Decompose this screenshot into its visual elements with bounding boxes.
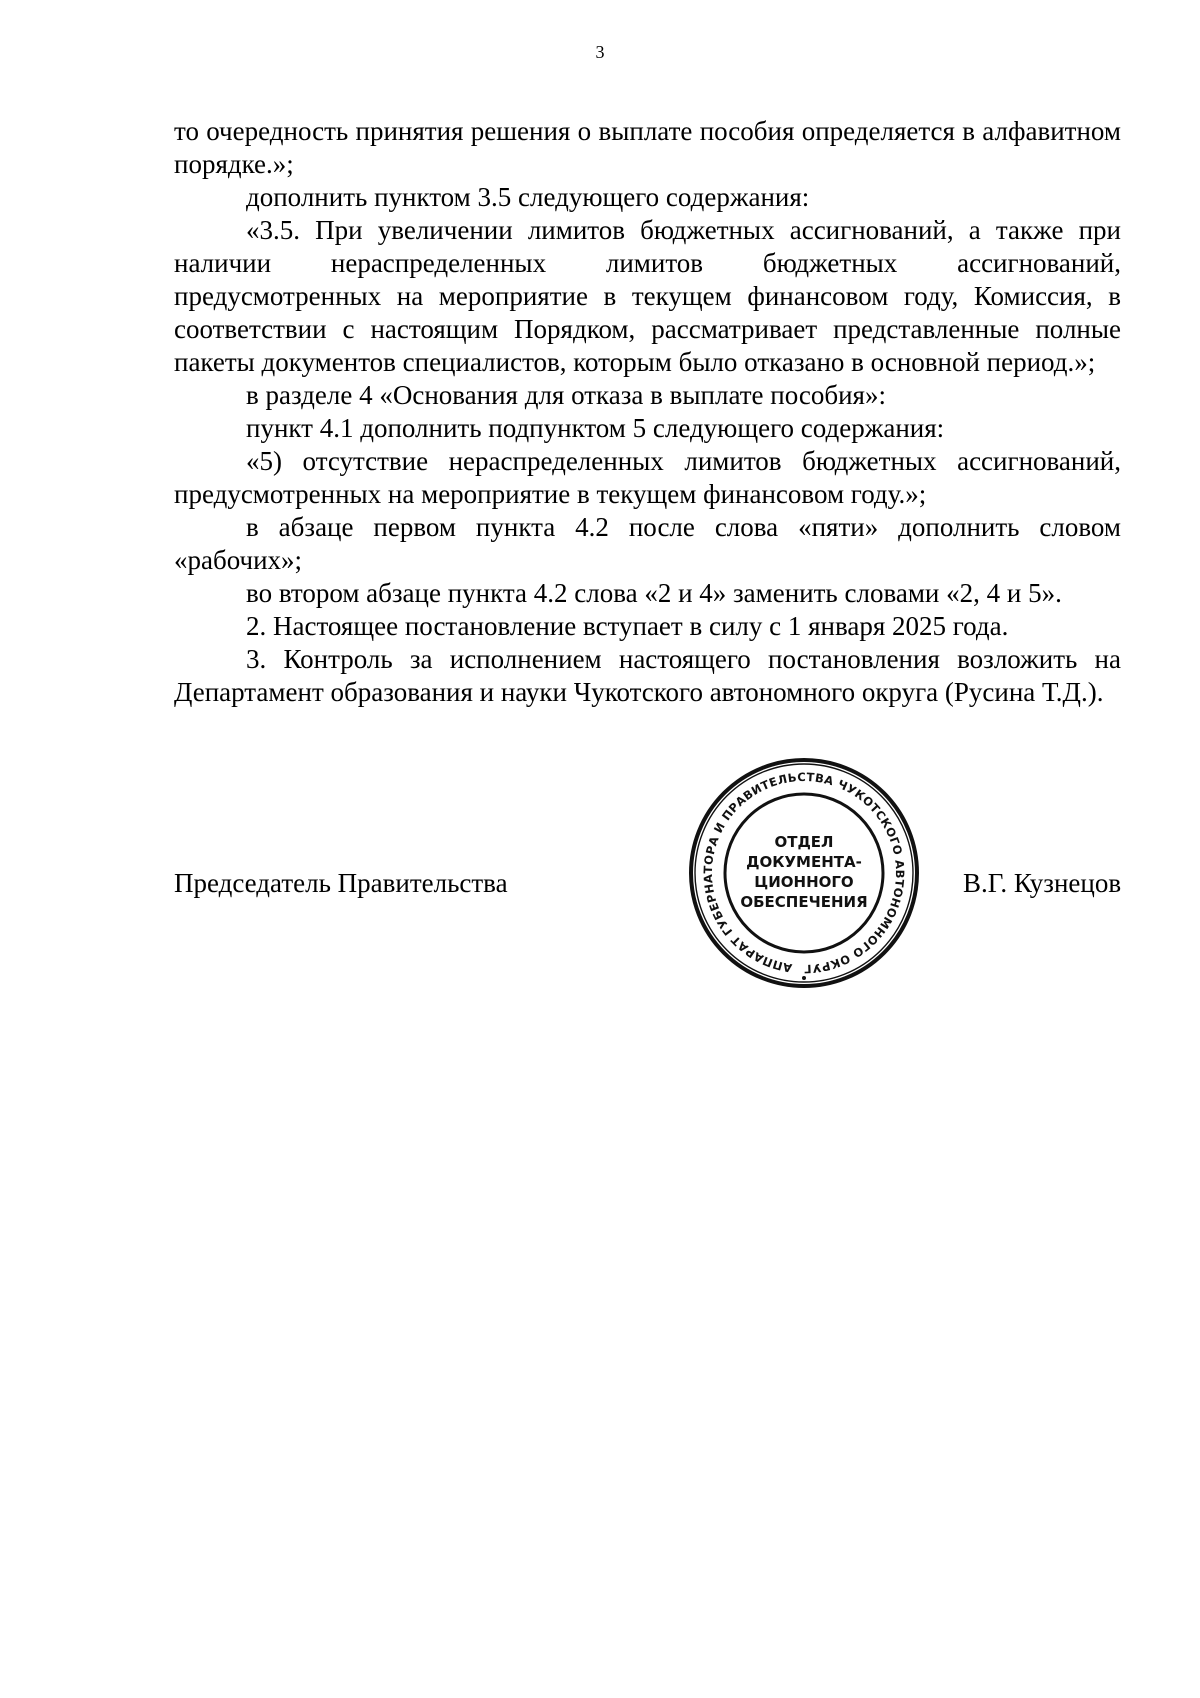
stamp-center-line-3: ЦИОННОГО — [754, 873, 854, 891]
stamp-dot-icon — [802, 976, 806, 980]
paragraph-clause-4-2-first: в абзаце первом пункта 4.2 после слова «пяти» дополнить словом «рабочих»; — [174, 512, 1121, 575]
document-body — [174, 115, 1121, 709]
signatory-name: В.Г. Кузнецов — [963, 868, 1122, 898]
official-stamp — [686, 757, 922, 989]
stamp-center-line-1: ОТДЕЛ — [774, 833, 834, 851]
paragraph-subclause-5: «5) отсутствие нераспределенных лимитов бюджетных ассигнований, предусмотренных на мероприятие в текущем финансовом году.»; — [174, 446, 1121, 509]
paragraph-effective-date: 2. Настоящее постановление вступает в силу с 1 января 2025 года. — [246, 611, 1009, 641]
paragraph-clause-3-5: «3.5. При увеличении лимитов бюджетных ассигнований, а также при наличии нераспределенных лимитов бюджетных ассигнований, предусмотренных на мероприятие в текущем финансовом году, Комиссия, в соответствии с настоящим Порядком, рассматривает представленные полные пакеты документов специалистов, которым было отказано в основной период.»; — [174, 215, 1121, 377]
signatory-title: Председатель Правительства — [174, 868, 508, 898]
stamp-seal-graphic — [686, 757, 922, 989]
stamp-ring-text: АППАРАТ ГУБЕРНАТОРА И ПРАВИТЕЛЬСТВА ЧУКОТСКОГО АВТОНОМНОГО ОКРУГ — [700, 769, 908, 977]
paragraph-continuation: то очередность принятия решения о выплате пособия определяется в алфавитном порядке.»; — [174, 116, 1121, 179]
paragraph-control: 3. Контроль за исполнением настоящего постановления возложить на Департамент образования и науки Чукотского автономного округа (Русина Т.Д.). — [174, 644, 1121, 707]
paragraph-clause-4-1: пункт 4.1 дополнить подпунктом 5 следующего содержания: — [246, 413, 945, 443]
stamp-center-line-2: ДОКУМЕНТА- — [746, 853, 862, 871]
page-number: 3 — [595, 42, 605, 62]
paragraph-clause-4-2-second: во втором абзаце пункта 4.2 слова «2 и 4» заменить словами «2, 4 и 5». — [246, 578, 1062, 608]
stamp-center-line-4: ОБЕСПЕЧЕНИЯ — [740, 893, 868, 911]
paragraph-add-clause-3-5: дополнить пунктом 3.5 следующего содержания: — [246, 182, 810, 212]
paragraph-section-4: в разделе 4 «Основания для отказа в выплате пособия»: — [246, 380, 886, 410]
